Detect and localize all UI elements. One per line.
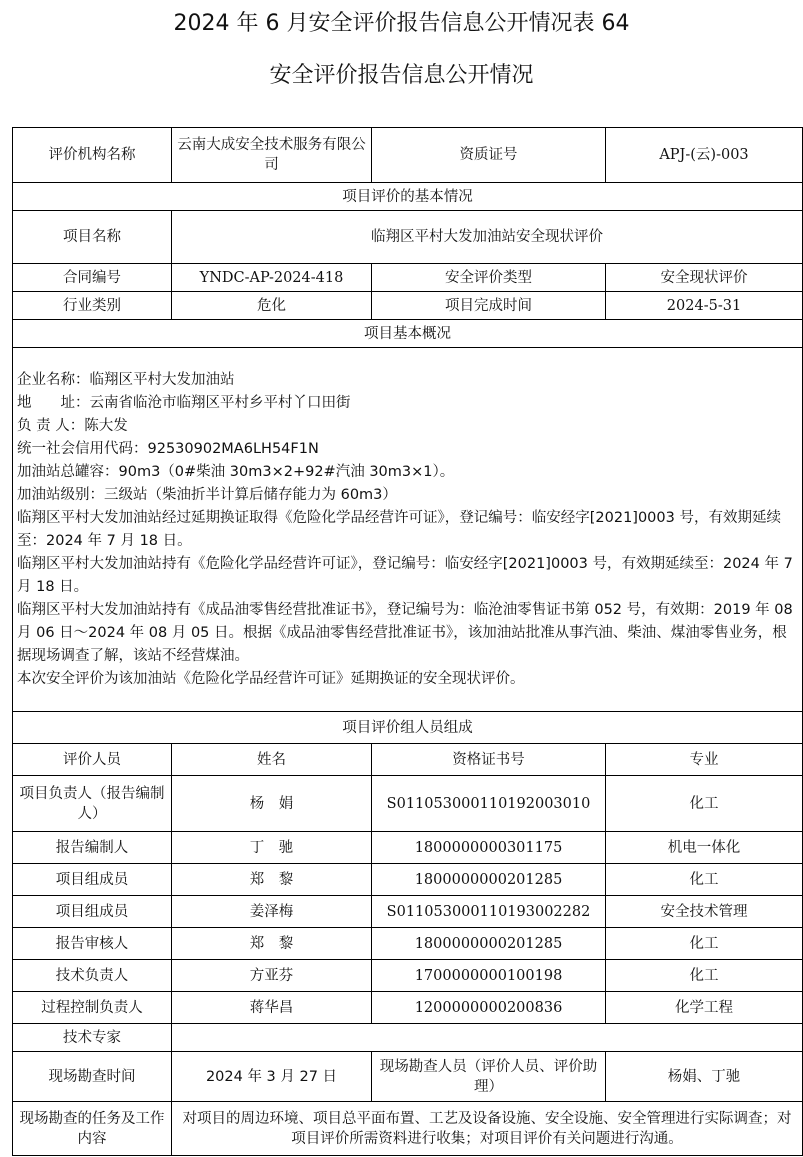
contract-label: 合同编号 <box>13 264 172 292</box>
team-header-row <box>13 744 803 776</box>
member-major: 化工 <box>606 776 803 832</box>
table-row <box>13 896 803 928</box>
member-cert: 1800000000301175 <box>372 832 606 864</box>
survey-time-value: 2024 年 3 月 27 日 <box>172 1052 372 1102</box>
member-cert: 1200000000200836 <box>372 992 606 1024</box>
member-name: 丁 驰 <box>172 832 372 864</box>
col-name-header: 姓名 <box>172 744 372 776</box>
project-name-value: 临翔区平村大发加油站安全现状评价 <box>172 211 803 264</box>
contract-row <box>13 264 803 292</box>
overview-line: 临翔区平村大发加油站经过延期换证取得《危险化学品经营许可证》，登记编号：临安经字[2021]0003 号，有效期延续至：2024 年 7 月 18 日。 <box>17 509 781 549</box>
member-name: 蒋华昌 <box>172 992 372 1024</box>
basic-section-title: 项目评价的基本情况 <box>13 183 803 211</box>
task-row <box>13 1102 803 1156</box>
finish-time-value: 2024-5-31 <box>606 292 803 320</box>
org-value: 云南大成安全技术服务有限公司 <box>172 128 372 183</box>
eval-type-value: 安全现状评价 <box>606 264 803 292</box>
overview-section-title: 项目基本概况 <box>13 320 803 348</box>
survey-task-label: 现场勘查的任务及工作内容 <box>13 1102 172 1156</box>
member-role: 项目组成员 <box>13 864 172 896</box>
team-section-row <box>13 712 803 744</box>
document-subtitle: 安全评价报告信息公开情况 <box>269 63 534 88</box>
expert-value <box>172 1024 803 1052</box>
member-name: 杨 娟 <box>172 776 372 832</box>
survey-people-value: 杨娟、丁驰 <box>606 1052 803 1102</box>
col-cert-header: 资格证书号 <box>372 744 606 776</box>
member-role: 项目组成员 <box>13 896 172 928</box>
member-role: 报告编制人 <box>13 832 172 864</box>
member-role: 报告审核人 <box>13 928 172 960</box>
team-section-title: 项目评价组人员组成 <box>13 712 803 744</box>
overview-line: 加油站总罐容：90m3（0#柴油 30m3×2+92#汽油 30m3×1）。 <box>17 463 455 480</box>
table-row <box>13 928 803 960</box>
expert-label: 技术专家 <box>13 1024 172 1052</box>
table-row <box>13 992 803 1024</box>
org-row <box>13 128 803 183</box>
overview-content <box>13 348 803 712</box>
eval-type-label: 安全评价类型 <box>372 264 606 292</box>
overview-line: 临翔区平村大发加油站持有《成品油零售经营批准证书》，登记编号为：临沧油零售证书第 052 号，有效期：2019 年 08 月 06 日～2024 年 08 月 05 日。根据《成品油零售经营批准证书》，该加油站批准从事汽油、柴油、煤油零售业务，根据现场调查了解，该站不经营煤油。 <box>17 601 793 664</box>
industry-row <box>13 292 803 320</box>
industry-label: 行业类别 <box>13 292 172 320</box>
survey-time-label: 现场勘查时间 <box>13 1052 172 1102</box>
disclosure-table <box>12 127 803 1156</box>
survey-people-label: 现场勘查人员（评价人员、评价助理） <box>372 1052 606 1102</box>
member-cert: 1800000000201285 <box>372 928 606 960</box>
overview-line: 负 责 人：陈大发 <box>17 417 128 434</box>
member-role: 项目负责人（报告编制人） <box>13 776 172 832</box>
member-role: 过程控制负责人 <box>13 992 172 1024</box>
table-row <box>13 776 803 832</box>
cert-label: 资质证号 <box>372 128 606 183</box>
member-name: 姜泽梅 <box>172 896 372 928</box>
overview-row <box>13 348 803 712</box>
cert-value: APJ-(云)-003 <box>606 128 803 183</box>
table-row <box>13 864 803 896</box>
industry-value: 危化 <box>172 292 372 320</box>
contract-value: YNDC-AP-2024-418 <box>172 264 372 292</box>
member-major: 安全技术管理 <box>606 896 803 928</box>
overview-line: 统一社会信用代码：92530902MA6LH54F1N <box>17 440 319 457</box>
overview-line: 本次安全评价为该加油站《危险化学品经营许可证》延期换证的安全现状评价。 <box>17 670 525 687</box>
table-row <box>13 960 803 992</box>
member-name: 郑 黎 <box>172 864 372 896</box>
member-major: 化工 <box>606 928 803 960</box>
expert-row <box>13 1024 803 1052</box>
survey-row <box>13 1052 803 1102</box>
member-major: 化工 <box>606 960 803 992</box>
col-role-header: 评价人员 <box>13 744 172 776</box>
survey-task-value: 对项目的周边环境、项目总平面布置、工艺及设备设施、安全设施、安全管理进行实际调查；对项目评价所需资料进行收集；对项目评价有关问题进行沟通。 <box>172 1102 803 1156</box>
org-label: 评价机构名称 <box>13 128 172 183</box>
project-name-row <box>13 211 803 264</box>
col-major-header: 专业 <box>606 744 803 776</box>
member-major: 化工 <box>606 864 803 896</box>
member-major: 化学工程 <box>606 992 803 1024</box>
member-name: 郑 黎 <box>172 928 372 960</box>
overview-line: 临翔区平村大发加油站持有《危险化学品经营许可证》，登记编号：临安经字[2021]0003 号，有效期延续至：2024 年 7 月 18 日。 <box>17 555 793 595</box>
member-cert: S011053000110193002282 <box>372 896 606 928</box>
member-cert: 1700000000100198 <box>372 960 606 992</box>
document-title: 2024 年 6 月安全评价报告信息公开情况表 64 <box>173 11 630 36</box>
member-major: 机电一体化 <box>606 832 803 864</box>
overview-section-row <box>13 320 803 348</box>
finish-time-label: 项目完成时间 <box>372 292 606 320</box>
overview-line: 地 址：云南省临沧市临翔区平村乡平村丫口田街 <box>17 394 351 411</box>
member-cert: S011053000110192003010 <box>372 776 606 832</box>
overview-line: 企业名称：临翔区平村大发加油站 <box>17 371 235 388</box>
project-name-label: 项目名称 <box>13 211 172 264</box>
table-row <box>13 832 803 864</box>
member-name: 方亚芬 <box>172 960 372 992</box>
member-role: 技术负责人 <box>13 960 172 992</box>
overview-line: 加油站级别：三级站（柴油折半计算后储存能力为 60m3） <box>17 486 397 503</box>
basic-section-row <box>13 183 803 211</box>
member-cert: 1800000000201285 <box>372 864 606 896</box>
